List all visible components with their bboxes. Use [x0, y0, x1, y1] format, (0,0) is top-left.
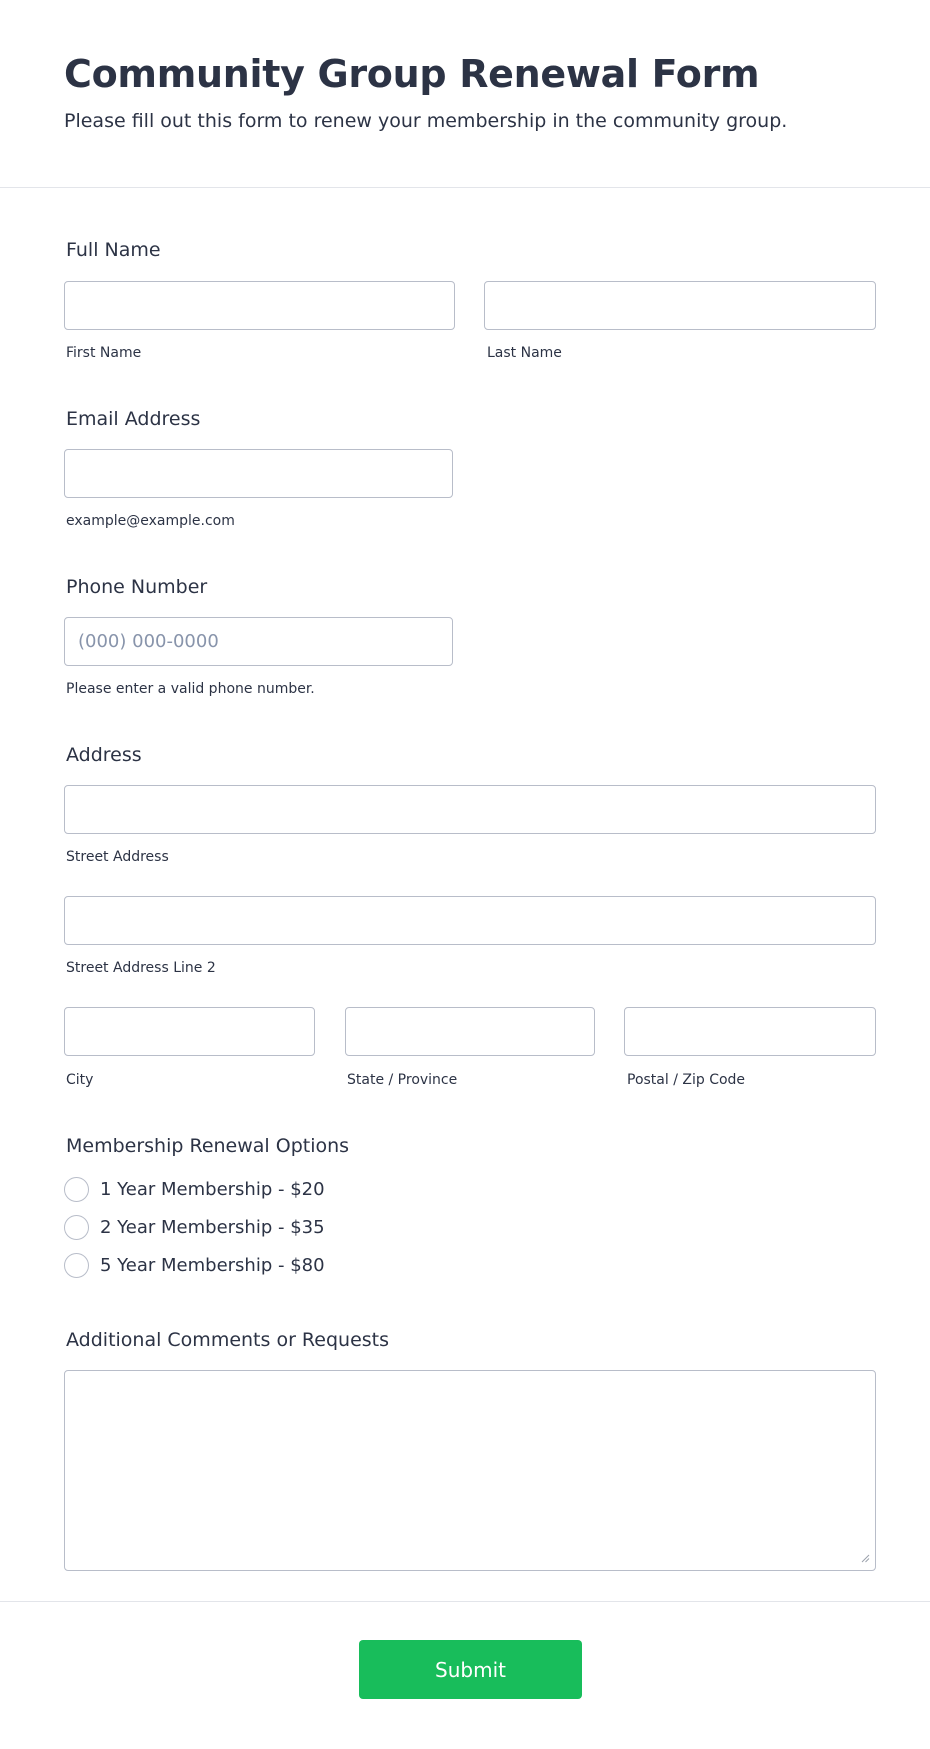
city-input[interactable] [64, 1007, 315, 1056]
membership-options-label: Membership Renewal Options [66, 1135, 350, 1157]
comments-textarea[interactable] [64, 1370, 876, 1571]
state-province-sublabel: State / Province [347, 1072, 458, 1088]
membership-option-2-year[interactable] [64, 1214, 325, 1240]
form-title: Community Group Renewal Form [64, 52, 760, 96]
membership-option-label: 5 Year Membership - $80 [100, 1254, 325, 1276]
street-address-line2-input[interactable] [64, 896, 876, 945]
membership-option-5-year[interactable] [64, 1252, 325, 1278]
form-subtitle: Please fill out this form to renew your membership in the community group. [64, 110, 788, 132]
email-sublabel: example@example.com [66, 513, 235, 529]
phone-input[interactable] [64, 617, 453, 666]
full-name-label: Full Name [66, 239, 161, 261]
submit-button[interactable]: Submit [359, 1640, 582, 1699]
radio-button[interactable] [64, 1253, 89, 1278]
address-label: Address [66, 744, 142, 766]
postal-zip-input[interactable] [624, 1007, 876, 1056]
street-address-line2-sublabel: Street Address Line 2 [66, 960, 216, 976]
street-address-sublabel: Street Address [66, 849, 169, 865]
radio-button[interactable] [64, 1215, 89, 1240]
last-name-sublabel: Last Name [487, 345, 562, 361]
first-name-input[interactable] [64, 281, 455, 330]
resize-handle-icon[interactable] [860, 1553, 870, 1563]
membership-option-1-year[interactable] [64, 1176, 325, 1202]
membership-option-label: 2 Year Membership - $35 [100, 1216, 325, 1238]
comments-label: Additional Comments or Requests [66, 1329, 389, 1351]
city-sublabel: City [66, 1072, 94, 1088]
footer-divider [0, 1601, 930, 1602]
street-address-input[interactable] [64, 785, 876, 834]
phone-label: Phone Number [66, 576, 208, 598]
form-header [0, 0, 930, 188]
postal-zip-sublabel: Postal / Zip Code [627, 1072, 746, 1088]
email-input[interactable] [64, 449, 453, 498]
membership-option-label: 1 Year Membership - $20 [100, 1178, 325, 1200]
last-name-input[interactable] [484, 281, 876, 330]
first-name-sublabel: First Name [66, 345, 142, 361]
state-province-input[interactable] [345, 1007, 595, 1056]
phone-sublabel: Please enter a valid phone number. [66, 681, 315, 697]
email-label: Email Address [66, 408, 201, 430]
radio-button[interactable] [64, 1177, 89, 1202]
